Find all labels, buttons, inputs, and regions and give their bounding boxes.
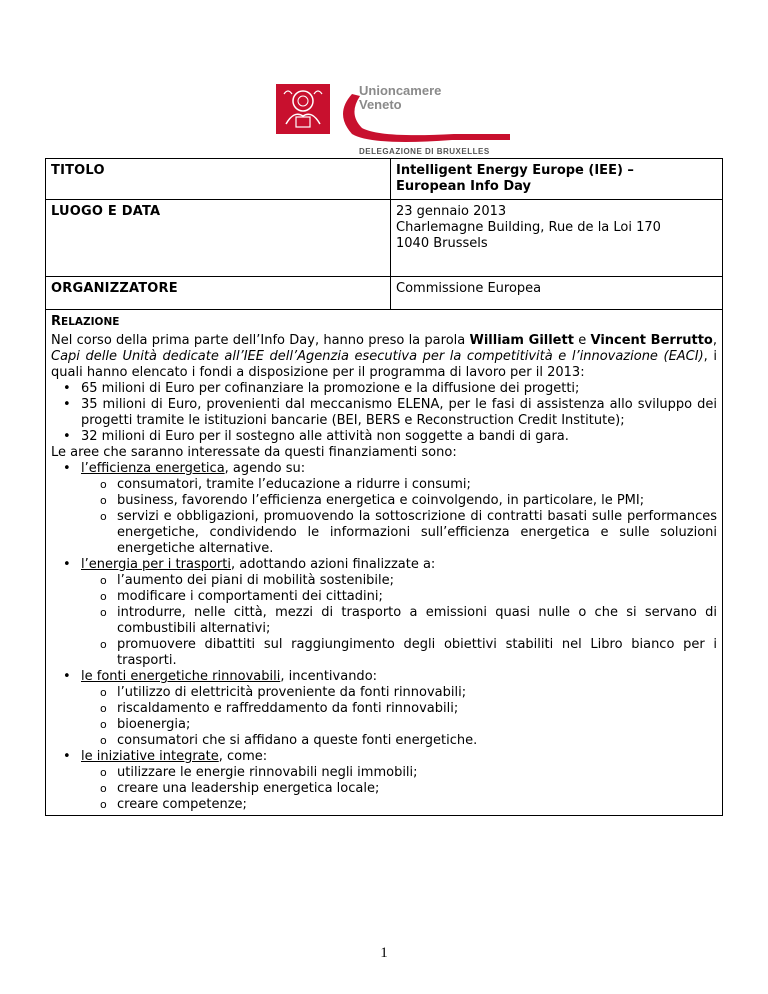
area-integrate: • le iniziative integrate, come: o utilizzare le energie rinnovabili negli immobili; o creare una leadership energetica locale; o creare competenze; — [81, 749, 717, 813]
list-item: o l’aumento dei piani di mobilità sostenibile; — [117, 573, 717, 589]
row-titolo — [46, 159, 723, 200]
speaker-2: Vincent Berrutto — [590, 333, 713, 348]
logo-line-2: Veneto — [359, 97, 402, 112]
row-luogo-data — [46, 200, 723, 277]
list-item: o introdurre, nelle città, mezzi di trasporto a emissioni quasi nulle o che si servano di combustibili alternativi; — [117, 605, 717, 637]
list-item: • 35 milioni di Euro, provenienti dal meccanismo ELENA, per le fasi di assistenza allo sviluppo dei progetti tramite le istituzioni bancarie (BEI, BERS e Reconstruction Credit Institute); — [81, 397, 717, 429]
report-table — [45, 158, 723, 816]
title-line-2: European Info Day — [396, 179, 531, 194]
label-organizzatore: ORGANIZZATORE — [46, 277, 391, 310]
value-organizzatore: Commissione Europea — [391, 277, 723, 310]
list-item: o l’utilizzo di elettricità proveniente da fonti rinnovabili; — [117, 685, 717, 701]
list-item: • 32 milioni di Euro per il sostegno alle attività non soggette a bandi di gara. — [81, 429, 717, 445]
row-organizzatore — [46, 277, 723, 310]
list-item: o modificare i comportamenti dei cittadini; — [117, 589, 717, 605]
area-trasporti: • l’energia per i trasporti, adottando azioni finalizzate a: o l’aumento dei piani di mobilità sostenibile; o modificare i comportamenti dei cittadini; o introdurre, nelle città, mezzi di trasporto a emissioni quasi nulle o che si servano di combustibili alternativi; o promuovere dibattiti sul raggiungimento degli obiettivi stabiliti nel Libro bianco per i trasporti. — [81, 557, 717, 669]
area-rinnovabili: • le fonti energetiche rinnovabili, incentivando: o l’utilizzo di elettricità proveniente da fonti rinnovabili; o riscaldamento e raffreddamento da fonti rinnovabili; o bioenergia; o consumatori che si affidano a queste fonti energetiche. — [81, 669, 717, 749]
list-item: • 65 milioni di Euro per cofinanziare la promozione e la diffusione dei progetti; — [81, 381, 717, 397]
logo-delegation: DELEGAZIONE DI BRUXELLES — [359, 147, 490, 156]
list-item: o creare competenze; — [117, 797, 717, 813]
lion-emblem-icon — [276, 84, 330, 134]
area-efficienza: • l’efficienza energetica, agendo su: o consumatori, tramite l’educazione a ridurre i consumi; o business, favorendo l’efficienza energetica e coinvolgendo, in particolare, le PMI; o servizi e obbligazioni, promuovendo la sottoscrizione di contratti basati sulle performances energetiche, condividendo le informazioni sull’efficienza energetica e sulle soluzioni energetiche alternative. — [81, 461, 717, 557]
speaker-1: William Gillett — [469, 333, 574, 348]
venue: Charlemagne Building, Rue de la Loi 170 — [396, 220, 661, 235]
speaker-role: Capi delle Unità dedicate all’IEE dell’Agenzia esecutiva per la competitività e l’innovazione (EACI) — [51, 349, 704, 364]
list-item: o riscaldamento e raffreddamento da fonti rinnovabili; — [117, 701, 717, 717]
sub-list — [81, 765, 717, 813]
list-item: o bioenergia; — [117, 717, 717, 733]
value-titolo — [391, 159, 723, 200]
intro-paragraph: Nel corso della prima parte dell’Info Day, hanno preso la parola William Gillett e Vincent Berrutto, Capi delle Unità dedicate all’IEE dell’Agenzia esecutiva per la competitività e l’innovazione (EACI), i quali hanno elencato i fondi a disposizione per il programma di lavoro per il 2013: — [51, 333, 717, 380]
sub-list — [81, 573, 717, 669]
list-item: o consumatori che si affidano a queste fonti energetiche. — [117, 733, 717, 749]
list-item: o consumatori, tramite l’educazione a ridurre i consumi; — [117, 477, 717, 493]
list-item: o servizi e obbligazioni, promuovendo la sottoscrizione di contratti basati sulle performances energetiche, condividendo le informazioni sull’efficienza energetica e sulle soluzioni energetiche alternative. — [117, 509, 717, 557]
date: 23 gennaio 2013 — [396, 204, 507, 219]
unioncamere-logo — [276, 84, 516, 160]
title-line-1: Intelligent Energy Europe (IEE) – — [396, 163, 634, 178]
list-item: o promuovere dibattiti sul raggiungimento degli obiettivi stabiliti nel Libro bianco per i trasporti. — [117, 637, 717, 669]
list-item: o creare una leadership energetica locale; — [117, 781, 717, 797]
funds-list — [51, 381, 717, 445]
logo-line-1: Unioncamere — [359, 83, 442, 98]
row-relazione — [46, 310, 723, 816]
sub-list — [81, 477, 717, 557]
areas-list — [51, 461, 717, 813]
areas-intro: Le aree che saranno interessate da questi finanziamenti sono: — [51, 445, 457, 460]
sub-list — [81, 685, 717, 749]
value-luogo-data — [391, 200, 723, 277]
list-item: o utilizzare le energie rinnovabili negli immobili; — [117, 765, 717, 781]
logo-name — [359, 84, 441, 112]
label-titolo: TITOLO — [46, 159, 391, 200]
city: 1040 Brussels — [396, 236, 488, 251]
label-relazione: RELAZIONE — [51, 314, 120, 329]
relazione-cell — [46, 310, 723, 816]
page-number: 1 — [380, 945, 388, 961]
list-item: o business, favorendo l’efficienza energetica e coinvolgendo, in particolare, le PMI; — [117, 493, 717, 509]
label-luogo-data: LUOGO E DATA — [46, 200, 391, 277]
